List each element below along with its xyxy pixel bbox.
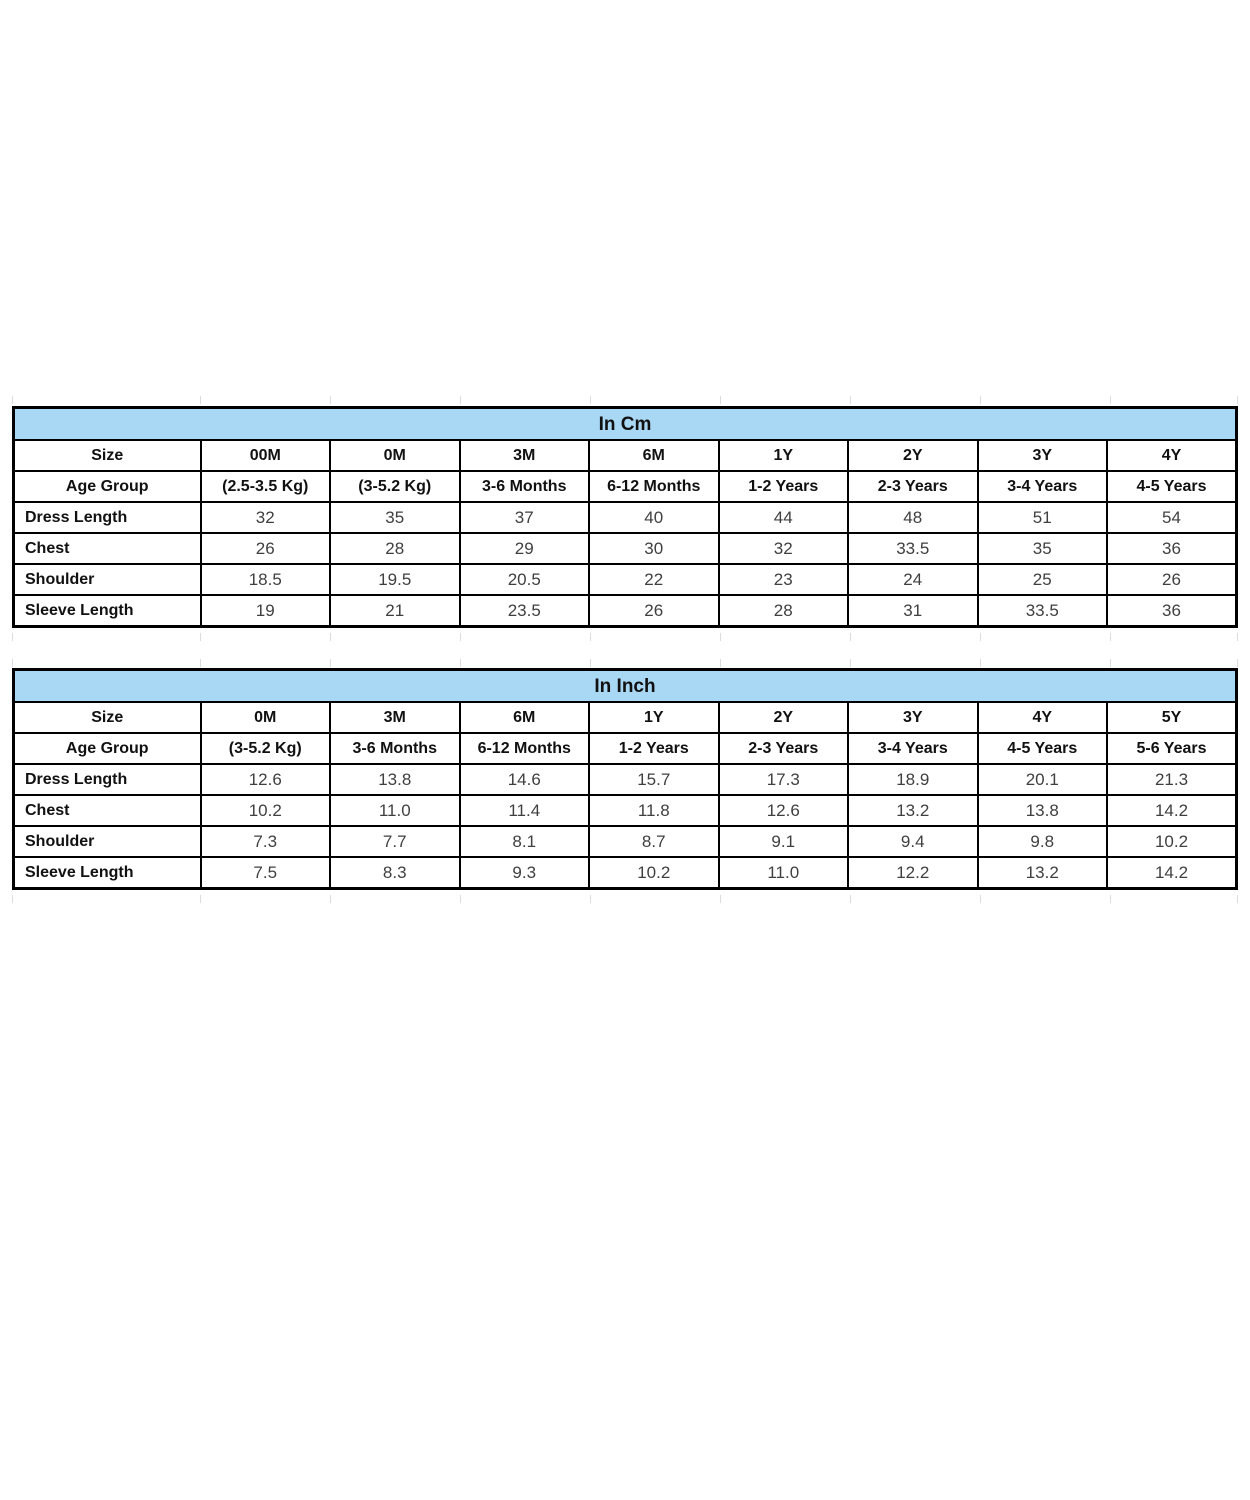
gridline-stub [1237,659,1238,667]
gridline-stub [850,895,851,903]
cell-value: 1-2 Years [719,471,849,502]
row-label: Dress Length [14,764,201,795]
gridline-stub [720,396,721,404]
gridline-stub [590,895,591,903]
gridline-stub [850,633,851,641]
table-row [14,533,1237,564]
gridline-stub [850,659,851,667]
cell-value: (3-5.2 Kg) [201,733,331,764]
gridline-stub [980,895,981,903]
gridline-stub [590,633,591,641]
gridline-stub [720,895,721,903]
cell-value: 35 [330,502,460,533]
cell-value: 51 [978,502,1108,533]
row-label: Sleeve Length [14,857,201,889]
gridline-stub [330,633,331,641]
cell-value: 3Y [978,440,1108,471]
gridline-stub [330,396,331,404]
cell-value: (3-5.2 Kg) [330,471,460,502]
cell-value: 5Y [1107,702,1237,733]
cell-value: 13.8 [330,764,460,795]
cell-value: 4-5 Years [978,733,1108,764]
cell-value: 30 [589,533,719,564]
gridline-stub [200,633,201,641]
gridline-stub [1110,396,1111,404]
gridline-stub [980,396,981,404]
cell-value: 26 [589,595,719,627]
cell-value: 10.2 [589,857,719,889]
cell-value: 48 [848,502,978,533]
cell-value: 6-12 Months [589,471,719,502]
cell-value: 35 [978,533,1108,564]
cm-table-body [14,440,1237,627]
cell-value: 18.9 [848,764,978,795]
row-label: Shoulder [14,826,201,857]
cell-value: 31 [848,595,978,627]
cell-value: 5-6 Years [1107,733,1237,764]
cm-table [12,406,1238,628]
row-label: Chest [14,533,201,564]
gridline-stub [200,396,201,404]
gridline-stub [460,659,461,667]
cell-value: 23 [719,564,849,595]
cell-value: 20.1 [978,764,1108,795]
table-row [14,440,1237,471]
table-row [14,702,1237,733]
cell-value: 23.5 [460,595,590,627]
cell-value: 11.0 [330,795,460,826]
cell-value: 9.1 [719,826,849,857]
cell-value: 17.3 [719,764,849,795]
cell-value: 8.3 [330,857,460,889]
cell-value: 4Y [1107,440,1237,471]
cell-value: 7.5 [201,857,331,889]
cell-value: 00M [201,440,331,471]
gridline-stub [980,633,981,641]
cell-value: 0M [330,440,460,471]
table-row [14,502,1237,533]
size-table-cm [12,406,1238,628]
cell-value: 9.8 [978,826,1108,857]
table-title-row [14,408,1237,441]
cell-value: 37 [460,502,590,533]
cell-value: 26 [201,533,331,564]
cell-value: 14.6 [460,764,590,795]
gridline-stub [590,396,591,404]
cell-value: 8.1 [460,826,590,857]
cell-value: 2Y [848,440,978,471]
cell-value: 15.7 [589,764,719,795]
cell-value: 4Y [978,702,1108,733]
cell-value: 28 [330,533,460,564]
row-label: Sleeve Length [14,595,201,627]
gridline-stub [720,659,721,667]
cell-value: 33.5 [848,533,978,564]
table-title-inch: In Inch [14,670,1237,703]
cell-value: 22 [589,564,719,595]
table-row [14,471,1237,502]
cell-value: 3-6 Months [330,733,460,764]
cell-value: 21 [330,595,460,627]
inch-table [12,668,1238,890]
row-label: Size [14,702,201,733]
gridline-stub [1110,895,1111,903]
cell-value: 2-3 Years [848,471,978,502]
cell-value: 12.2 [848,857,978,889]
row-label: Shoulder [14,564,201,595]
gridline-stub [1237,633,1238,641]
cell-value: 20.5 [460,564,590,595]
cell-value: 2-3 Years [719,733,849,764]
cell-value: 14.2 [1107,857,1237,889]
gridline-stub [980,659,981,667]
cell-value: 6M [460,702,590,733]
cell-value: 3-4 Years [848,733,978,764]
cell-value: 54 [1107,502,1237,533]
cell-value: 44 [719,502,849,533]
gridline-stub [1110,633,1111,641]
cell-value: 10.2 [201,795,331,826]
cell-value: 8.7 [589,826,719,857]
cell-value: 13.2 [978,857,1108,889]
cell-value: 3-6 Months [460,471,590,502]
cell-value: 32 [719,533,849,564]
gridline-stub [590,659,591,667]
cell-value: 11.0 [719,857,849,889]
gridline-stub [330,895,331,903]
cell-value: 19 [201,595,331,627]
gridline-stub [1110,659,1111,667]
cell-value: 40 [589,502,719,533]
table-row [14,733,1237,764]
table-title-row [14,670,1237,703]
gridline-stub [12,633,13,641]
row-label: Dress Length [14,502,201,533]
cell-value: 12.6 [719,795,849,826]
row-label: Age Group [14,471,201,502]
cell-value: 1Y [719,440,849,471]
gridline-stub [1237,396,1238,404]
gridline-stub [460,633,461,641]
cell-value: 13.8 [978,795,1108,826]
cell-value: 6M [589,440,719,471]
cell-value: 36 [1107,595,1237,627]
cell-value: 12.6 [201,764,331,795]
gridline-stub [330,659,331,667]
cell-value: 4-5 Years [1107,471,1237,502]
gridline-stub [12,396,13,404]
table-row [14,764,1237,795]
table-row [14,795,1237,826]
cell-value: 7.7 [330,826,460,857]
table-row [14,857,1237,889]
cell-value: 3M [330,702,460,733]
cell-value: 25 [978,564,1108,595]
inch-table-body [14,702,1237,889]
cell-value: 10.2 [1107,826,1237,857]
cell-value: 0M [201,702,331,733]
cell-value: 33.5 [978,595,1108,627]
cell-value: 3-4 Years [978,471,1108,502]
cell-value: 1Y [589,702,719,733]
cell-value: 26 [1107,564,1237,595]
gridline-stub [460,895,461,903]
cell-value: 14.2 [1107,795,1237,826]
cell-value: 3Y [848,702,978,733]
cell-value: 9.3 [460,857,590,889]
gridline-stub [200,895,201,903]
cell-value: 11.4 [460,795,590,826]
cell-value: 3M [460,440,590,471]
cell-value: 21.3 [1107,764,1237,795]
gridline-stub [200,659,201,667]
cell-value: (2.5-3.5 Kg) [201,471,331,502]
table-title-cm: In Cm [14,408,1237,441]
cell-value: 13.2 [848,795,978,826]
cell-value: 32 [201,502,331,533]
cell-value: 2Y [719,702,849,733]
cell-value: 7.3 [201,826,331,857]
cell-value: 24 [848,564,978,595]
gridline-stub [850,396,851,404]
table-row [14,564,1237,595]
gridline-stub [12,895,13,903]
row-label: Size [14,440,201,471]
gridline-stub [460,396,461,404]
cell-value: 28 [719,595,849,627]
size-table-inch [12,668,1238,890]
gridline-stub [1237,895,1238,903]
cell-value: 19.5 [330,564,460,595]
table-row [14,826,1237,857]
gridline-stub [12,659,13,667]
cell-value: 18.5 [201,564,331,595]
row-label: Age Group [14,733,201,764]
cell-value: 6-12 Months [460,733,590,764]
cell-value: 9.4 [848,826,978,857]
cell-value: 11.8 [589,795,719,826]
gridline-stub [720,633,721,641]
cell-value: 29 [460,533,590,564]
row-label: Chest [14,795,201,826]
cell-value: 36 [1107,533,1237,564]
cell-value: 1-2 Years [589,733,719,764]
table-row [14,595,1237,627]
